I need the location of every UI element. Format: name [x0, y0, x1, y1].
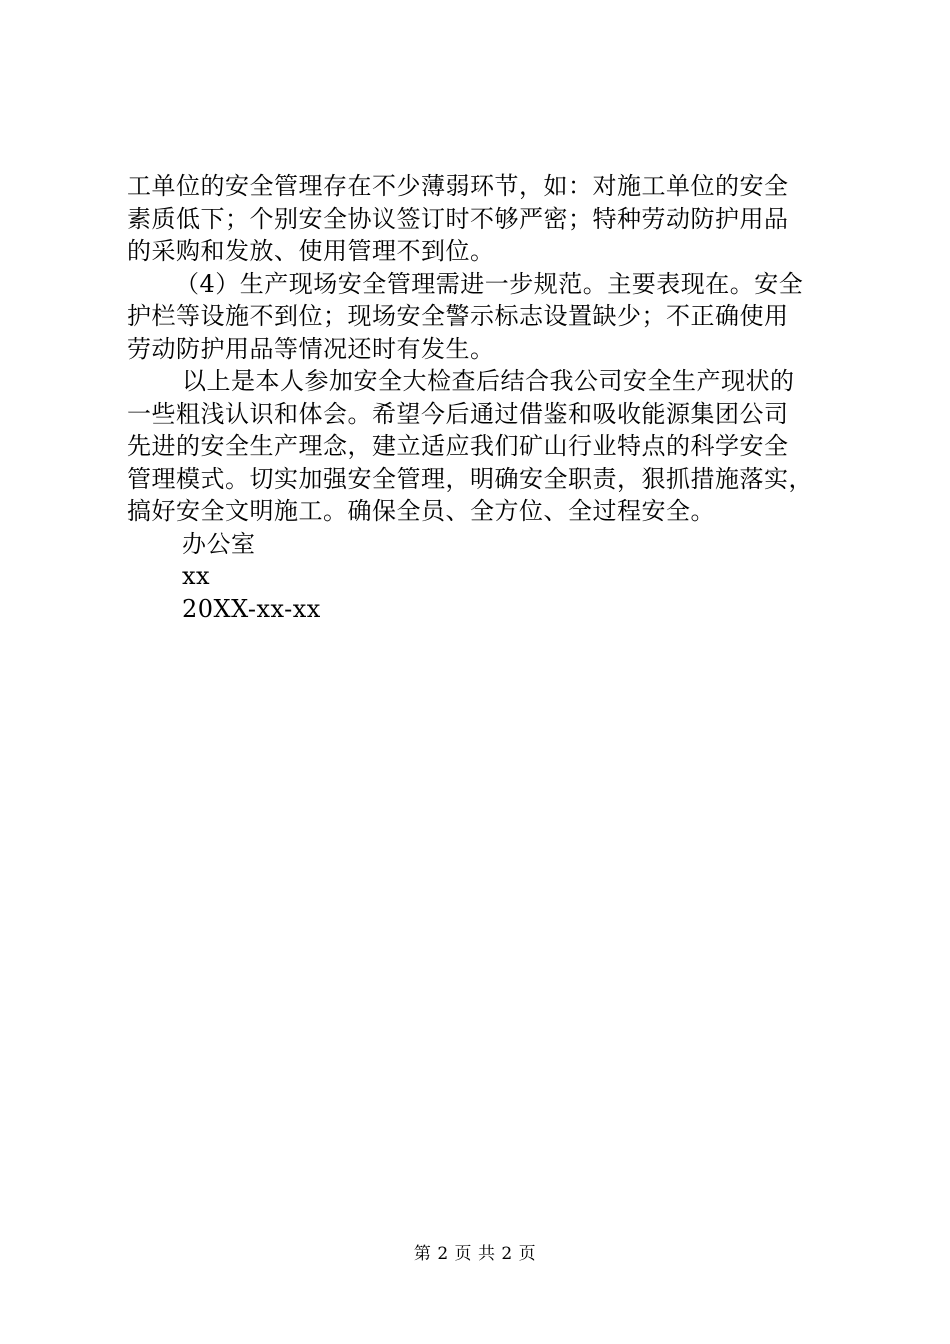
signature-name: xx — [182, 562, 211, 590]
paragraph-start-line: （4）生产现场安全管理需进一步规范。主要表现在。安全 — [175, 269, 804, 298]
signature-date: 20XX-xx-xx — [182, 594, 321, 623]
body-line: 管理模式。切实加强安全管理，明确安全职责，狠抓措施落实， — [127, 464, 813, 493]
body-line: 素质低下；个别安全协议签订时不够严密；特种劳动防护用品 — [127, 204, 789, 233]
page-number-label: 第 2 页 共 2 页 — [413, 1244, 537, 1264]
body-line: 的采购和发放、使用管理不到位。 — [127, 237, 495, 265]
body-line: 先进的安全生产理念，建立适应我们矿山行业特点的科学安全 — [127, 432, 789, 460]
signature-department: 办公室 — [182, 529, 256, 558]
body-line: 护栏等设施不到位；现场安全警示标志设置缺少；不正确使用 — [127, 302, 789, 330]
document-body — [127, 170, 847, 625]
body-line: 搞好安全文明施工。确保全员、全方位、全过程安全。 — [127, 497, 715, 525]
page-footer — [0, 1243, 950, 1265]
body-line: 一些粗浅认识和体会。希望今后通过借鉴和吸收能源集团公司 — [127, 399, 789, 428]
paragraph-start-line: 以上是本人参加安全大检查后结合我公司安全生产现状的 — [182, 367, 795, 395]
body-line: 劳动防护用品等情况还时有发生。 — [127, 334, 495, 363]
body-line: 工单位的安全管理存在不少薄弱环节，如：对施工单位的安全 — [127, 172, 789, 200]
